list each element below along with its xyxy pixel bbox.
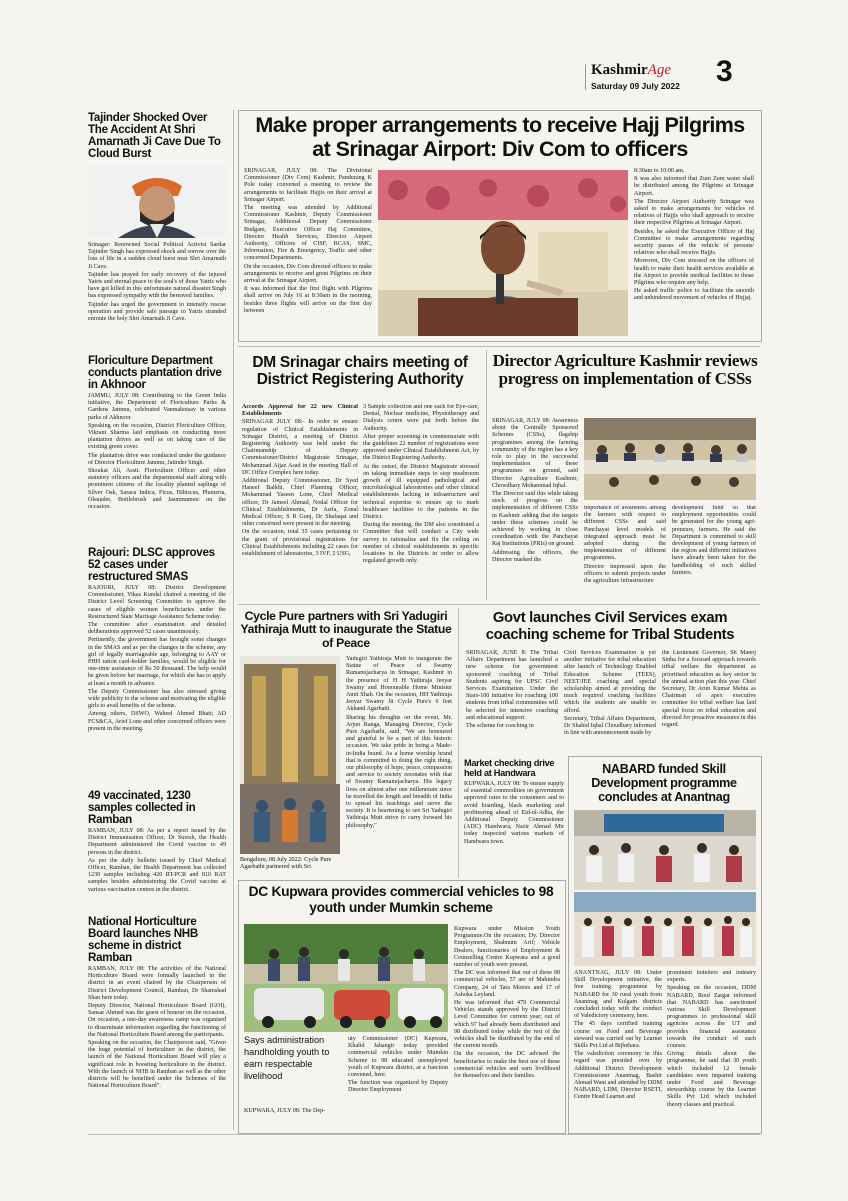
rajouri-para: Pertinently, the government has brought some changes in the SMAS and as per the changes in the scheme, any girl of legally marriageable age, belonging to AAY or PHH ration card-holder families, would be eligible for one-time assistance of Rs 50 thousand. The help would be given before her marriage, for which she has to apply at least a month in advance. [88,637,226,687]
masthead-brand [591,61,671,79]
market-checking-headline: Market checking drive held at Handwara [464,758,555,778]
tajinder-para: Tajinder has prayed for early recovery of the injured Yatris and eternal peace to the soul's of those Yatris who have got killed in this unfortunate natural disaster.Singh has expressed sympathy with the bereaved families. [88,271,226,300]
dm-srinagar-col-2 [363,404,479,600]
hajj-para: He asked traffic police to facilitate the smooth and unhindered movement of vehicles of Hujjaj. [634,288,754,302]
kupwara-subhead: Says administration handholding youth to earn respectable livelihood [244,1035,330,1081]
hajj-para: The meeting was attended by Additional Commissioner Kashmir, Deputy Commissioner Srinagar, Additional Deputy Commissioner Budgam, Executive Officer Haj Committee, Director Health Services, Director Airport Authority, Officers of CISF, BCAS, SMC, Information, Fire & Emergency, Traffic and other concerned Departments. [244,205,372,262]
column-divider [458,608,459,878]
nabard-col-1 [574,970,662,1128]
page-number: 3 [716,55,733,88]
nhb-article [88,916,226,1128]
market-checking-para: KUPWARA, JULY 08: To ensure supply of essential commodities on government approved rates to the consumers and to avoid hoarding, black marketing and profiteering ahead of Eid-ul-Adha, the Additional Deputy Commissioner (ADC) Handwara, Nazir Ahmad Mir today inspected various markets of Handwara town. [464,781,564,845]
agriculture-col-3 [672,505,756,600]
hajj-para: The Director Airport Authority Srinagar was asked to make arrangements for vehicles of relatives of Hajjis who shall approach to receive their respective Pilgrims at Srinagar Airport. [634,198,754,227]
hajj-para: On the occasion, Div Com directed officers to make arrangements to receive and greet Pilgrims on their arrival at the Srinagar Airport. [244,263,372,285]
civil-services-para: Secretary, Tribal Affairs Department, Dr Shahid Iqbal Choudhary informed in line with announcement made by [564,715,656,737]
rajouri-headline: Rajouri: DLSC approves 52 cases under restructured SMAS [88,547,215,583]
covid-para: As per the daily bulletin issued by Chief Medical Officer, Ramban, the Health Department has collected 1230 samples including 420 RT-PCR and 810 RAT samples besides administering the Covid vaccine at various vaccination centres in the district. [88,857,226,893]
left-column-divider [233,110,234,1130]
kupwara-para: KUPWARA, JULY 08: The Dep- [244,1108,326,1114]
masthead-date: Saturday 09 July 2022 [591,81,680,91]
cycle-pure-body [346,656,452,876]
agriculture-para: SRINAGAR, JULY 08: Awareness about the Centrally Sponsored Schemes (CSSs), flagship programmes among the farming community of the region has a key role to play in the successful implementation of these programmes on ground, said Director Agriculture Kashmir, Chowdhary Mohammad Iqbal. [492,418,578,489]
kupwara-para: Kupwara under Mission Youth Programme.On the occasion, Dy. Director Employment, Shabnum Arif; Vehicle Dealers, functionaries of Employment & Counselling Centre Kupwara and a good number of youth were present. [454,926,560,969]
nabard-para: prominent hoteliers and industry experts. [667,970,756,984]
covid-headline: 49 vaccinated, 1230 samples collected in Ramban [88,790,196,826]
hajj-para: It was informed that the first flight with Pilgrims shall arrive on July 16 at 8:30am in the morning, besides three flights will arrive on the first day between [244,286,372,314]
dm-srinagar-headline: DM Srinagar chairs meeting of District Registering Authority [252,354,468,388]
cycle-pure-para: Sharing his thoughts on the event, Mr. Arjun Ranga, Managing Director, Cycle Pure Agarbathi, said, "We are honoured and grateful to be a part of this historic occasion. We take pride in being a Made-in-India brand. As a home worship brand that is committed to doing the right thing, our philosophy of hope, peace, compassion and service to society resonates with that of Swamy Ramanujacharya. His legacy lives on almost after one millennium since he travelled the length and breadth of India to spread his teachings and serve the society. It is heartening to see Sri Yadugiri Yathiraja Mutt strive to carry forward his philosophy," [346,714,452,829]
cycle-pure-caption: Bengaluru, 08 July 2022: Cycle Pure Agarbathi partnered with Sri [240,856,332,871]
agriculture-col-2 [584,505,666,600]
civil-services-col-2 [564,650,656,750]
hajj-photo [378,170,628,336]
hajj-para: Besides, he asked the Executive Officer of Haj Committee to make arrangements regarding security passes of the vehicle of persons/ relatives who shall receive Hajjis. [634,228,754,257]
hajj-col-1 [244,168,372,336]
kupwara-para: On the occasion, the DC advised the beneficiaries to make the best use of these commercial vehicles and earn livelihood for themselves and their families. [454,1051,560,1080]
nabard-para: The 45 days certified training course on Food and Beverage steward was carried out by Learnet Skills Pvt Ltd at Bijbehara. [574,1021,662,1050]
kupwara-photo [244,924,448,1032]
covid-article [88,790,226,912]
tajinder-body [88,242,226,324]
rajouri-para: The Deputy Commissioner has also stressed giving wide publicity to the scheme and motivating the eligible girls to avail benefits of the scheme. [88,688,226,710]
kupwara-para: He was informed that 479 Commercial Vehicles stands approved by the District Level Committee for current year; out of which 97 had already been distributed and 98 distributed today while the rest of the vehicles shall be distributed by the end of the current month. [454,1000,560,1050]
agriculture-headline: Director Agriculture Kashmir reviews progress on implementation of CSSs [492,351,758,388]
agriculture-photo [584,418,756,500]
floriculture-para: Speaking on the occasion, District Floriculture Officer, Vikrant Sharma laid emphasis on conducting more plantation drives as well as on taking care of the existing green cover. [88,422,226,451]
hajj-headline: Make proper arrangements to receive Hajj Pilgrims at Srinagar Airport: Div Com to officers [255,113,745,161]
dm-srinagar-para: After proper screening in commensurate with the guidelines 22 number of registrations were approved under Clinical Establishment Act, by the District Registering Authority. [363,433,479,462]
dm-srinagar-subhead: Accords Approval for 22 new Clinical Establishments [242,404,358,418]
kupwara-para: The DC was informed that out of these 98 commercial vehicles, 57 are of Mahindra Company, 24 of Tata Motors and 17 of Ashoka Leyland. [454,970,560,998]
civil-services-para: The scheme for coaching in [466,723,534,730]
agriculture-col-1 [492,418,578,600]
rajouri-article [88,547,226,787]
rajouri-body [88,585,226,733]
agriculture-para: Addressing the officers, the Director marked the [492,549,578,563]
agriculture-para: importance of awareness among the farmers with respect to different CSSs and said Panchayat level models of integrated approach must be adopted during the implementation of different programmes. [584,505,666,562]
floriculture-headline: Floriculture Department conducts plantation drive in Akhnoor [88,355,222,391]
nhb-para: Speaking on the occasion, the Chairperson said, "Given the huge potential of horticulture in the district, the launch of the National Horticulture Board will play a significant role in boosting horticulture in the district. With the launch of NHB in Ramban as well as the other districts will be benefited under the Schemes of the National Horticulture Board". [88,1040,226,1090]
hajj-para: SRINAGAR, JULY 08: The Divisional Commissioner (Div Com) Kashmir, Pandurang K Pole today convened a meeting to review the arrangements to facilitate Hajjis on their arrival at Srinagar Airport. [244,168,372,203]
kupwara-col-3 [454,926,560,1128]
kupwara-para: The function was organized by Deputy Director Employment [348,1080,448,1094]
kupwara-para: uty Commissioner (DC) Kupwara, Khalid Jahangir today provided commercial vehicles under Mumkin Scheme to 98 educated unemployed youth of Kupwara district, at a function convened, here. [348,1036,448,1079]
nabard-photo-top [574,810,756,890]
hajj-para: It was also informed that Zum Zum water shall be distributed among the Pilgrims at Srinagar Airport. [634,176,754,197]
agriculture-para: The Director said this while taking stock of progress on the implementation of different CSSs in Kashmir adding that the targets under these schemes could be achieved by working in close coordination with the Panchayat Raj Institutions (PRIs) on ground. [492,491,578,548]
nhb-para: Deputy Director, National Horticulture Board (GOI), Sansar Ahmed was the guest of honour on the occasion. On occasion, a one-day awareness camp was organised to disseminate information regarding the functioning of the National Horticulture Board among the participants. [88,1003,226,1038]
cycle-pure-para: Yadugiri Yathiraja Mutt to inaugurate the Statue of Peace of Swamy Ramanujacharya in Srinagar, Kashmir in the presence of H H Yathiraja Jeeyar Swamy and Honourable Home Minister Amit Shah. On the occasion, HH Yathiraja Jeeyar Swamy lit Cycle Pure's 6 feet Akhand Agarbatti. [346,656,452,713]
tajinder-headline: Tajinder Shocked Over The Accident At Shri Amarnath Ji Cave Due To Cloud Burst [88,112,221,160]
nhb-headline: National Horticulture Board launches NHB scheme in district Ramban [88,916,198,964]
dm-srinagar-para: 3 Sample collection and one each for Eye-care, Dental, Nuclear medicine, Physiotherapy and Dialysis centre were put forth before the Authority. [363,404,479,432]
hajj-para: 8:30am to 10:00 am. [634,168,685,174]
nabard-para: Speaking on the occasion, DDM NABARD, Rouf Zargar informed that NABARD has sanctioned various Skill Development programmes to professional skill agencies across the UT and provides financial assistance towards the conduct of such courses. [667,985,756,1050]
floriculture-para: Shoukat Ali, Asstt. Floriculture Officer and other statutory officers and the departmental staff along with prominent citizens of the locality planted saplings of Silver Oak, Saraca Indica, Ficus, Hibiscus, Plumeria, Oleander, Bottlebrush and Jasminumetc on the occasion. [88,468,226,511]
tajinder-portrait [88,166,226,238]
nabard-photo-bottom [574,892,756,966]
nabard-para: ANANTNAG, JULY 08: Under Skill Development initiative, the free training programme by NABARD for 30 rural youth from Anantnag and Kulgam districts concluded today with the conduct of Valedictory ceremony, here. [574,970,662,1020]
masthead-brand-accent: Age [647,62,671,78]
dm-srinagar-para: Additional Deputy Commissioner, Dr Syed Haneef Balkhi, Chief Planning Officer, Mohammad Yaseen Lone, Chief Medical officer, Dr Jameel Ahmad, Nodal Officer for Clinical Establishments, Dr Asifa, Zonal Medical Officer, S R Gunj, Dr Shafaqat and other concerned were present in the meeting. [242,478,358,528]
civil-services-para: Civil Services Examination is yet another initiative for tribal education after launch of Technology Enabled Education Scheme (TEES), NEET/JEE coaching and special scholarship aimed at providing the much required coaching facilities which the students are unable to afford. [564,650,656,714]
nabard-headline: NABARD funded Skill Development programme concludes at Anantnag [591,762,737,804]
hajj-para: Moreover, Div Com stressed on the officers of health to make their health services available at the Airport to provide medical facilities to those Pilgrims who require any help. [634,258,754,287]
section-rule [238,346,760,347]
agriculture-para: Director impressed upon the officers to submit projects under the agriculture infrastructure [584,563,666,585]
dm-srinagar-para: SRINAGAR JULY 08:- In order to ensure regulation of Clinical Establishments in Srinagar District, a meeting of District Registering Authority was held under the Chairmanship of Deputy Commissioner/District Magistrate Srinagar, Mohammad Aijaz Asad in the meeting Hall of DC Office Complex here today. [242,419,358,476]
agriculture-para: development fund so that employment opportunities could be generated for the young agri-preneurs, farmers. He said the Department is committed to skill development of young farmers of the region and different initiatives have already been taken for the handholding of such skilled farmers. [672,505,756,576]
civil-services-headline: Govt launches Civil Services exam coaching scheme for Tribal Students [485,610,735,643]
rajouri-para: RAJOURI, JULY 08: District Development Commissioner, Vikas Kundal chaired a meeting of the District Level Screening Committee to approve the cases of eligible women beneficiaries under the Restructured State Marriage Assistance Scheme today. [88,585,226,620]
civil-services-para: the Lieutenant Governor, Sh Manoj Sinha for a focused approach towards tribal welfare the department as prioritised education as key sector in the annual action plan this year. Chief Secretary, Dr Arun Kumar Mehta as Chairman of apex executive committee for tribal welfare has laid special focus on tribal education and directed for proactive measures in this regard. [662,650,756,729]
tajinder-article [88,112,226,357]
market-checking-body [464,781,564,876]
civil-services-col-3 [662,650,756,750]
nabard-col-2 [667,970,756,1128]
floriculture-para: JAMMU, JULY 08: Contributing to the Green India initiative, the Department of Floriculture Parks & Gardens Jammu, celebrated Vanmahotsav in various parks of Akhnoor. [88,393,226,421]
column-divider [486,350,487,600]
page-bottom-rule [88,1134,760,1135]
nhb-body [88,966,226,1090]
cycle-pure-headline: Cycle Pure partners with Sri Yadugiri Yathiraja Mutt to inaugurate the Statue of Peace [240,609,452,650]
kupwara-col-1 [244,1108,344,1128]
masthead-brand-main: Kashmir [591,62,648,78]
rajouri-para: Among others, DSWO, Waheel Ahmed Bhatt; AD FCS&CA, Arief Lone and other concerned officers were present in the meeting. [88,711,226,732]
dm-srinagar-para: On the occasion, total 35 cases pertaining to the grant of provisional registrations for Clinical Establishments including 22 cases for establishment of laboratories, 3 IVF, 2 USG, [242,529,358,558]
cycle-pure-photo [240,656,340,854]
masthead-divider [585,64,586,90]
floriculture-article [88,355,226,545]
nabard-para: The valediction ceremony in this regard was presided over by Additional District Development Commissioner Anantnag, Bashir Ahmad Wani and attended by DDM NABARD, LDM, Director RSETI, Centre Head Learnet and [574,1051,662,1101]
kupwara-headline: DC Kupwara provides commercial vehicles to 98 youth under Mumkin scheme [248,884,554,915]
dm-srinagar-col-1 [242,404,358,600]
floriculture-para: The plantation drive was conducted under the guidance of Director Floriculture Jammu, Jatinder Singh. [88,452,226,466]
covid-body [88,828,226,894]
nhb-para: RAMBAN, JULY 08: The activities of the National Horticulture Board were formally launched in the district in an event chaired by the Chairperson of District Development Council, Ramban, Dr Shamshad Shan here today. [88,966,226,1001]
tajinder-para: Srinagar: Renowned Social Political Activist Sardar Tajinder Singh has expressed shock and sorrow over the loss of life in a sudden cloud burst near Shri Amarnath Ji Cave. [88,242,226,270]
kupwara-col-2 [348,1036,448,1128]
civil-services-para: SRINAGAR, JUNE 8: The Tribal Affairs Department has launched a new scheme for government sponsored coaching of Tribal Students aspiring for UPSC Civil Services Examination. Under the Stars-100 initiative for coaching 100 students from tribal communities will be selected for intensive coaching and educational support. [466,650,558,721]
floriculture-body [88,393,226,511]
dm-srinagar-para: During the meeting, the DM also constituted a Committee that will conduct a City wide survey to rationalise and fix the ceiling on number of clinical establishments in specific locations in the Districts in order to allow regulated growth only. [363,522,479,565]
rajouri-para: The committee after examination and detailed deliberations approved 52 cases unanimously. [88,622,226,636]
tajinder-para: Tajinder has urged the government to intensify rescue operation and provide safe passage to Yatris stranded enroute the holy Shri Amarnath Ji Cave. [88,301,226,323]
civil-services-col-1 [466,650,558,750]
covid-para: RAMBAN, JULY 08: As per a report issued by the District Immunisation Officer, Dr Suresh, the Health Department administered the Covid vaccine to 49 persons in the district. [88,828,226,856]
nabard-para: Giving details about the programme, he said that 30 youth which included 12 female candidates were imparted training under Food and Beverage stewardship course by the Learnet Skills Pvt Ltd which included theory classes and practical. [667,1051,756,1108]
dm-srinagar-para: At the outset, the District Magistrate stressed on taking immediate steps to stop mushroom growth of ill equipped pathological and microbiological laboratories and other clinical establishments lacking in infrastructure and technical expertise to ensure up to mark healthcare facilities to the patients in the District. [363,463,479,521]
hajj-col-2 [634,168,754,336]
section-rule [238,604,760,605]
